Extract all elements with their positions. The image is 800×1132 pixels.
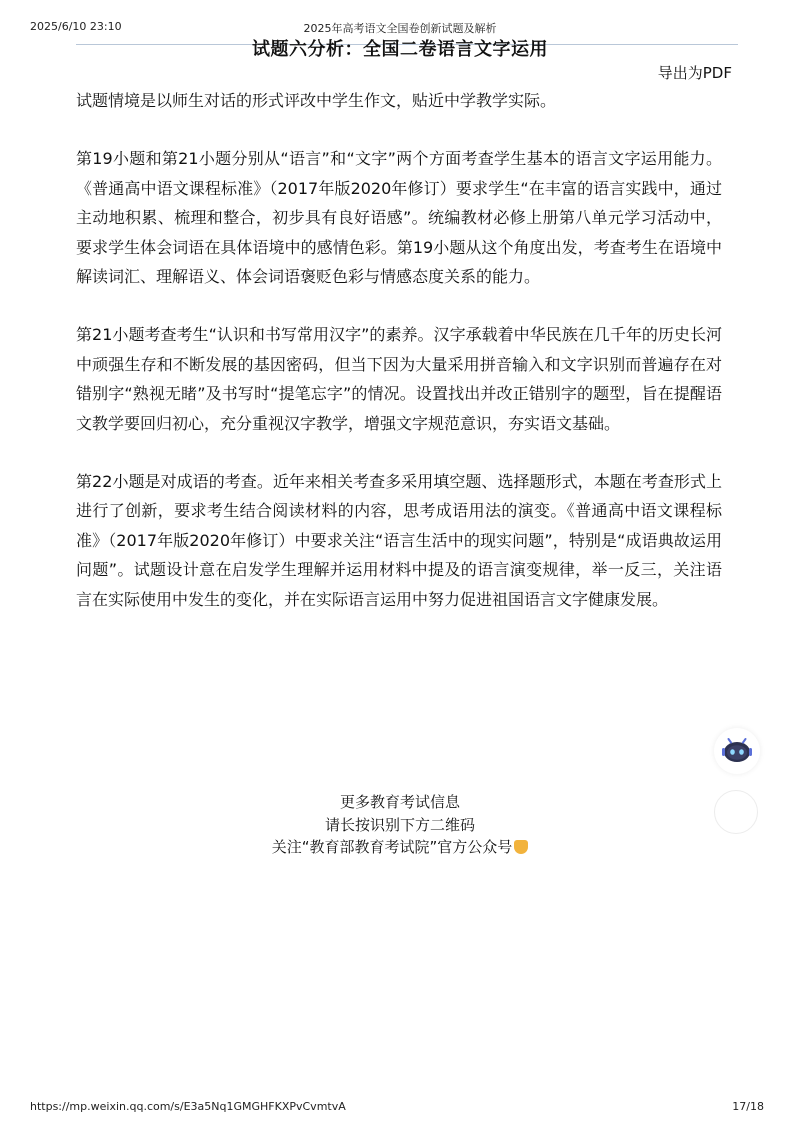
ai-assistant-button[interactable] bbox=[714, 728, 760, 774]
robot-assistant-icon bbox=[714, 728, 760, 774]
paragraph-q19-q21: 第19小题和第21小题分别从“语言”和“文字”两个方面考查学生基本的语言文字运用能力。《普通高中语文课程标准》（2017年版2020年修订）要求学生“在丰富的语言实践中，通过主动地积累、梳理和整合，初步具有良好语感”。统编教材必修上册第八单元学习活动中，要求学生体会词语在具体语境中的感情色彩。第19小题从这个角度出发，考查考生在语境中解读词汇、理解语义、体会词语褒贬色彩与情感态度关系的能力。 bbox=[76, 149, 722, 287]
print-header-doc-title: 2025年高考语文全国卷创新试题及解析 bbox=[303, 22, 497, 35]
article-body bbox=[76, 86, 722, 643]
paragraph-intro: 试题情境是以师生对话的形式评改中学生作文，贴近中学教学实际。 bbox=[76, 91, 557, 110]
section-title: 试题六分析：全国二卷语言文字运用 bbox=[252, 39, 548, 60]
export-pdf-button[interactable]: 导出为PDF bbox=[657, 64, 732, 82]
paragraph-q21: 第21小题考查考生“认识和书写常用汉字”的素养。汉字承载着中华民族在几千年的历史长河中顽强生存和不断发展的基因密码，但当下因为大量采用拼音输入和文字识别而普遍存在对错别字“熟视无睹”及书写时“提笔忘字”的情况。设置找出并改正错别字的题型，旨在提醒语文教学要回归初心，充分重视汉字教学，增强文字规范意识，夯实语文基础。 bbox=[76, 325, 722, 433]
paragraph-q22: 第22小题是对成语的考查。近年来相关考查多采用填空题、选择题形式，本题在考查形式上进行了创新，要求考生结合阅读材料的内容，思考成语用法的演变。《普通高中语文课程标准》（2017年版2020年修订）中要求关注“语言生活中的现实问题”，特别是“成语典故运用问题”。试题设计意在启发学生理解并运用材料中提及的语言演变规律，举一反三，关注语言在实际使用中发生的变化，并在实际语言运用中努力促进祖国语言文字健康发展。 bbox=[76, 472, 722, 609]
pointing-down-hand-icon bbox=[514, 840, 528, 854]
print-header-datetime: 2025/6/10 23:10 bbox=[30, 20, 122, 33]
print-footer-page-number: 17/18 bbox=[732, 1100, 764, 1113]
print-footer-url: https://mp.weixin.qq.com/s/E3a5Nq1GMGHFKXPvCvmtvA bbox=[30, 1100, 346, 1113]
footer-line-1: 更多教育考试信息 bbox=[339, 793, 460, 811]
footer-info bbox=[0, 791, 800, 859]
footer-line-2: 请长按识别下方二维码 bbox=[324, 815, 475, 834]
footer-line-3-text: 关注“教育部教育考试院”官方公众号 bbox=[271, 838, 513, 856]
footer-line-3 bbox=[0, 836, 800, 859]
